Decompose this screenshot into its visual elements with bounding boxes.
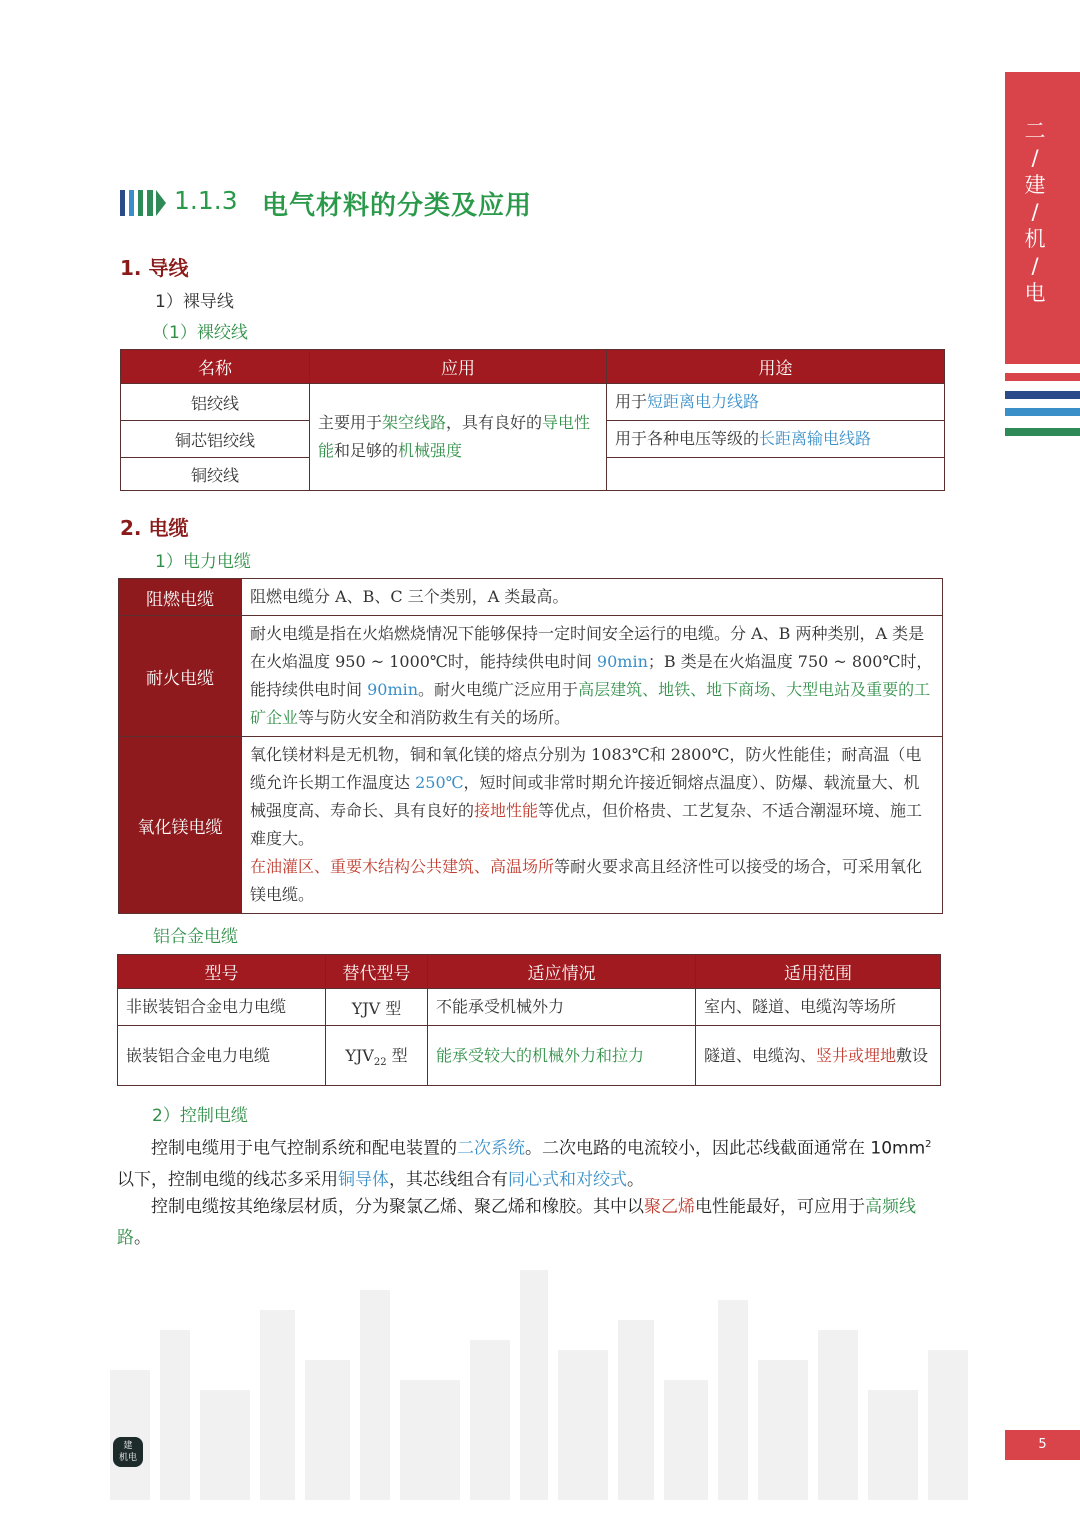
table-header: 用途 [607, 350, 945, 384]
side-tab-char: / [1031, 200, 1039, 224]
side-tab-char: 机 [1024, 227, 1046, 251]
wire-usage-long: 用于各种电压等级的长距离输电线路 [607, 421, 945, 458]
wire-name: 铝绞线 [121, 384, 310, 421]
control-cable-paragraph-2: 控制电缆按其绝缘层材质，分为聚氯乙烯、聚乙烯和橡胶。其中以聚乙烯电性能最好，可应用于高频线路。 [117, 1197, 916, 1248]
table-header: 替代型号 [326, 955, 428, 989]
skyline-watermark [90, 1250, 990, 1500]
table-header: 型号 [118, 955, 326, 989]
table-header: 适应情况 [428, 955, 696, 989]
subheading-control-cable: 2）控制电缆 [152, 1106, 248, 1126]
side-tab-label [1005, 118, 1065, 307]
flame-retardant-text: 阻燃电缆分 A、B、C 三个类别，A 类最高。 [242, 579, 943, 616]
row-label-magnesium-oxide: 氧化镁电缆 [119, 737, 242, 914]
table-header: 名称 [121, 350, 310, 384]
alloy-condition: 能承受较大的机械外力和拉力 [428, 1026, 696, 1086]
alloy-replacement: YJV 型 [326, 989, 428, 1026]
alloy-model: 非嵌装铝合金电力电缆 [118, 989, 326, 1026]
row-label-fire-resistant: 耐火电缆 [119, 616, 242, 737]
table-header: 应用 [310, 350, 607, 384]
publisher-logo: 建 机电 [113, 1437, 143, 1467]
page-number: 5 [1005, 1430, 1080, 1460]
table-header: 适用范围 [696, 955, 941, 989]
alloy-replacement: $YJV_{22}$ 型 [326, 1026, 428, 1086]
alloy-scope: 隧道、电缆沟、竖井或埋地敷设 [696, 1026, 941, 1086]
section-title: 电气材料的分类及应用 [262, 191, 533, 221]
heading-wire: 1. 导线 [120, 256, 189, 280]
side-tab-char: / [1031, 254, 1039, 278]
subheading-stranded-wire: （1）裸绞线 [152, 323, 248, 343]
alloy-cable-table [117, 954, 941, 1086]
fire-resistant-text: 耐火电缆是指在火焰燃烧情况下能够保持一定时间安全运行的电缆。分 A、B 两种类别，A 类是在火焰温度 950 ~ 1000℃时，能持续供电时间 90min；B 类是在火焰温度 750 ~ 800℃时，能持续供电时间 90min。耐火电缆广泛应用于高层建筑、地铁、地下商场、大型电站及重要的工矿企业等与防火安全和消防救生有关的场所。 [242, 616, 943, 737]
side-tab-char: 电 [1024, 281, 1046, 305]
heading-cable: 2. 电缆 [120, 516, 189, 540]
section-number: 1.1.3 [174, 186, 238, 215]
wire-application: 主要用于架空线路，具有良好的导电性能和足够的机械强度 [310, 384, 607, 491]
fire-cable-table [118, 578, 943, 914]
stripe-green [1005, 428, 1080, 436]
wire-name: 铜绞线 [121, 458, 310, 491]
control-cable-paragraph-1: 控制电缆用于电气控制系统和配电装置的二次系统。二次电路的电流较小，因此芯线截面通常在 $10mm^2$ 以下，控制电缆的线芯多采用铜导体，其芯线组合有同心式和对绞式。 [117, 1138, 932, 1190]
wire-usage-short: 用于短距离电力线路 [607, 384, 945, 421]
side-tab-char: / [1031, 146, 1039, 170]
side-tab-char: 建 [1024, 173, 1046, 197]
subheading-bare-wire: 1）裸导线 [155, 292, 234, 312]
subheading-alloy-cable: 铝合金电缆 [153, 927, 238, 947]
row-label-flame-retardant: 阻燃电缆 [119, 579, 242, 616]
stripe-navy [1005, 391, 1080, 399]
empty-cell [607, 458, 945, 491]
subheading-power-cable: 1）电力电缆 [155, 552, 251, 572]
side-tab-char: 二 [1024, 119, 1046, 143]
stripe-red [1005, 373, 1080, 381]
stripe-blue [1005, 408, 1080, 416]
bare-wire-table [120, 349, 945, 491]
alloy-scope: 室内、隧道、电缆沟等场所 [696, 989, 941, 1026]
alloy-condition: 不能承受机械外力 [428, 989, 696, 1026]
wire-name: 铜芯铝绞线 [121, 421, 310, 458]
magnesium-oxide-text: 氧化镁材料是无机物，铜和氧化镁的熔点分别为 1083℃和 2800℃，防火性能佳；耐高温（电缆允许长期工作温度达 250℃，短时间或非常时期允许接近铜熔点温度）、防爆、载流量大、机械强度高、寿命长、具有良好的接地性能等优点，但价格贵、工艺复杂、不适合潮湿环境、施工难度大。 在油灌区、重要木结构公共建筑、高温场所等耐火要求高且经济性可以接受的场合，可采用氧化镁电缆。 [242, 737, 943, 914]
alloy-model: 嵌装铝合金电力电缆 [118, 1026, 326, 1086]
